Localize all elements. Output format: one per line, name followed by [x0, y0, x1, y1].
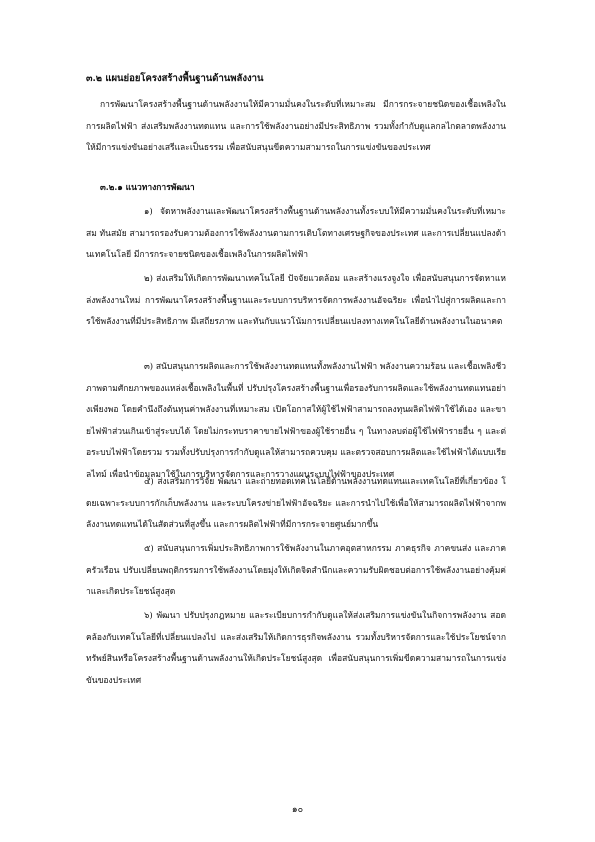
page-number: ๑๐ — [291, 805, 304, 815]
intro-paragraph — [86, 95, 506, 181]
intro-text: การพัฒนาโครงสร้างพื้นฐานด้านพลังงานให้มีความมั่นคงในระดับที่เหมาะสม มีการกระจายชนิดของเชื้อเพลิงในการผลิตไฟฟ้า ส่งเสริมพลังงานทดแทน และการใช้พลังงานอย่างมีประสิทธิภาพ รวมทั้งกำกับดูแลกลไกตลาดพลังงานให้มีการแข่งขันอย่างเสรีและเป็นธรรม เพื่อสนับสนุนขีดความสามารถในการแข่งขันของประเทศ — [86, 100, 506, 153]
list-item-1: ๑) จัดหาพลังงานและพัฒนาโครงสร้างพื้นฐานด้านพลังงานทั้งระบบให้มีความมั่นคงในระดับที่เหมาะสม ทันสมัย สามารถรองรับความต้องการใช้พลังงานตามการเติบโตทางเศรษฐกิจของประเทศ และการเปลี่ยนแปลงด้านเทคโนโลยี มีการกระจายชนิดของเชื้อเพลิงในการผลิตไฟฟ้า — [86, 207, 506, 260]
list-item-6: ๖) พัฒนา ปรับปรุงกฎหมาย และระเบียบการกำกับดูแลให้ส่งเสริมการแข่งขันในกิจการพลังงาน สอดคล้องกับเทคโนโลยีที่เปลี่ยนแปลงไป และส่งเสริมให้เกิดการธุรกิจพลังงาน รวมทั้งบริหารจัดการและใช้ประโยชน์จากทรัพย์สินหรือโครงสร้างพื้นฐานด้านพลังงานให้เกิดประโยชน์สูงสุด เพื่อสนับสนุนการเพิ่มขีดความสามารถในการแข่งขันของประเทศ — [86, 611, 506, 686]
list-item-3: ๓) สนับสนุนการผลิตและการใช้พลังงานทดแทนทั้งพลังงานไฟฟ้า พลังงานความร้อน และเชื้อเพลิงชีวภาพตามศักยภาพของแหล่งเชื้อเพลิงในพื้นที่ ปรับปรุงโครงสร้างพื้นฐานเพื่อรองรับการผลิตและใช้พลังงานทดแทนอย่างเพียงพอ โดยคำนึงถึงต้นทุนค่าพลังงานที่เหมาะสม เปิดโอกาสให้ผู้ใช้ไฟฟ้าสามารถลงทุนผลิตไฟฟ้าใช้ได้เอง และขายไฟฟ้าส่วนเกินเข้าสู่ระบบได้ โดยไม่กระทบราคาขายไฟฟ้าของผู้ใช้รายอื่น ๆ ในทางลบต่อผู้ใช้ไฟฟ้ารายอื่น ๆ และต่อระบบไฟฟ้าโดยรวม รวมทั้งปรับปรุงการกำกับดูแลให้สามารถควบคุม และตรวจสอบการผลิตและใช้ไฟฟ้าได้แบบเรียลไทม์ เพื่อนำข้อมูลมาใช้ในการบริหารจัดการและการวางแผนระบบไฟฟ้าของประเทศ — [86, 362, 506, 480]
list-item-4: ๔) ส่งเสริมการวิจัย พัฒนา และถ่ายทอดเทคโนโลยีด้านพลังงานทดแทนและเทคโนโลยีที่เกี่ยวข้อง โดยเฉพาะระบบการกักเก็บพลังงาน และระบบโครงข่ายไฟฟ้าอัจฉริยะ และการนำไปใช้เพื่อให้สามารถผลิตไฟฟ้าจากพลังงานทดแทนได้ในสัดส่วนที่สูงขึ้น และการผลิตไฟฟ้าที่มีการกระจายศูนย์มากขึ้น — [86, 477, 506, 530]
section-heading: ๓.๒ แผนย่อยโครงสร้างพื้นฐานด้านพลังงาน — [86, 73, 264, 84]
list-item-2: ๒) ส่งเสริมให้เกิดการพัฒนาเทคโนโลยี ปัจจัยแวดล้อม และสร้างแรงจูงใจ เพื่อสนับสนุนการจัดหาแหล่งพลังงานใหม่ การพัฒนาโครงสร้างพื้นฐานและระบบการบริหารจัดการพลังงานอัจฉริยะ เพื่อนำไปสู่การผลิตและการใช้พลังงานที่มีประสิทธิภาพ มีเสถียรภาพ และทันกับแนวโน้มการเปลี่ยนแปลงทางเทคโนโลยีด้านพลังงานในอนาคต — [86, 274, 506, 327]
list-item-5: ๕) สนับสนุนการเพิ่มประสิทธิภาพการใช้พลังงานในภาคอุตสาหกรรม ภาคธุรกิจ ภาคขนส่ง และภาคครัวเรือน ปรับเปลี่ยนพฤติกรรมการใช้พลังงานโดยมุ่งให้เกิดจิตสำนึกและความรับผิดชอบต่อการใช้พลังงานอย่างคุ้มค่าและเกิดประโยชน์สูงสุด — [86, 544, 506, 597]
subsection-heading: ๓.๒.๑ แนวทางการพัฒนา — [100, 183, 195, 193]
